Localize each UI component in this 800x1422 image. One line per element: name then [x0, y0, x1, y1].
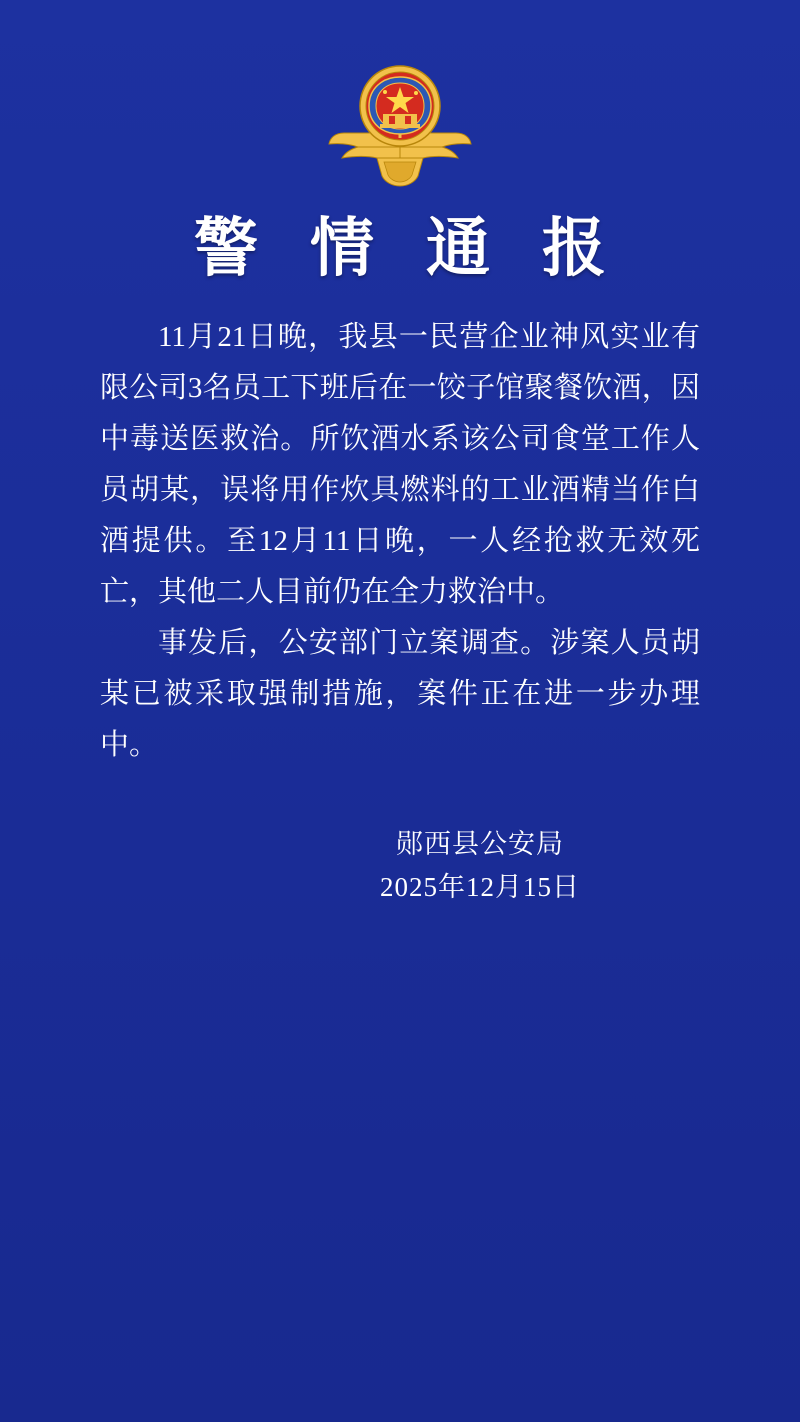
notice-body: [100, 312, 700, 771]
page-title: 警 情 通 报: [194, 213, 624, 284]
emblem-container: [0, 0, 800, 190]
signature-issuer: 郧西县公安局: [396, 828, 564, 859]
signature-date: 2025年12月15日: [380, 871, 580, 902]
signature-block: [100, 823, 700, 909]
notice-paragraph-1: 11月21日晚，我县一民营企业神风实业有限公司3名员工下班后在一饺子馆聚餐饮酒，因中毒送医救治。所饮酒水系该公司食堂工作人员胡某，误将用作炊具燃料的工业酒精当作白酒提供。至12月11日晚，一人经抢救无效死亡，其他二人目前仍在全力救治中。: [100, 320, 700, 608]
notice-paragraph-2: 事发后，公安部门立案调查。涉案人员胡某已被采取强制措施，案件正在进一步办理中。: [100, 626, 700, 761]
china-police-emblem: [325, 58, 475, 190]
